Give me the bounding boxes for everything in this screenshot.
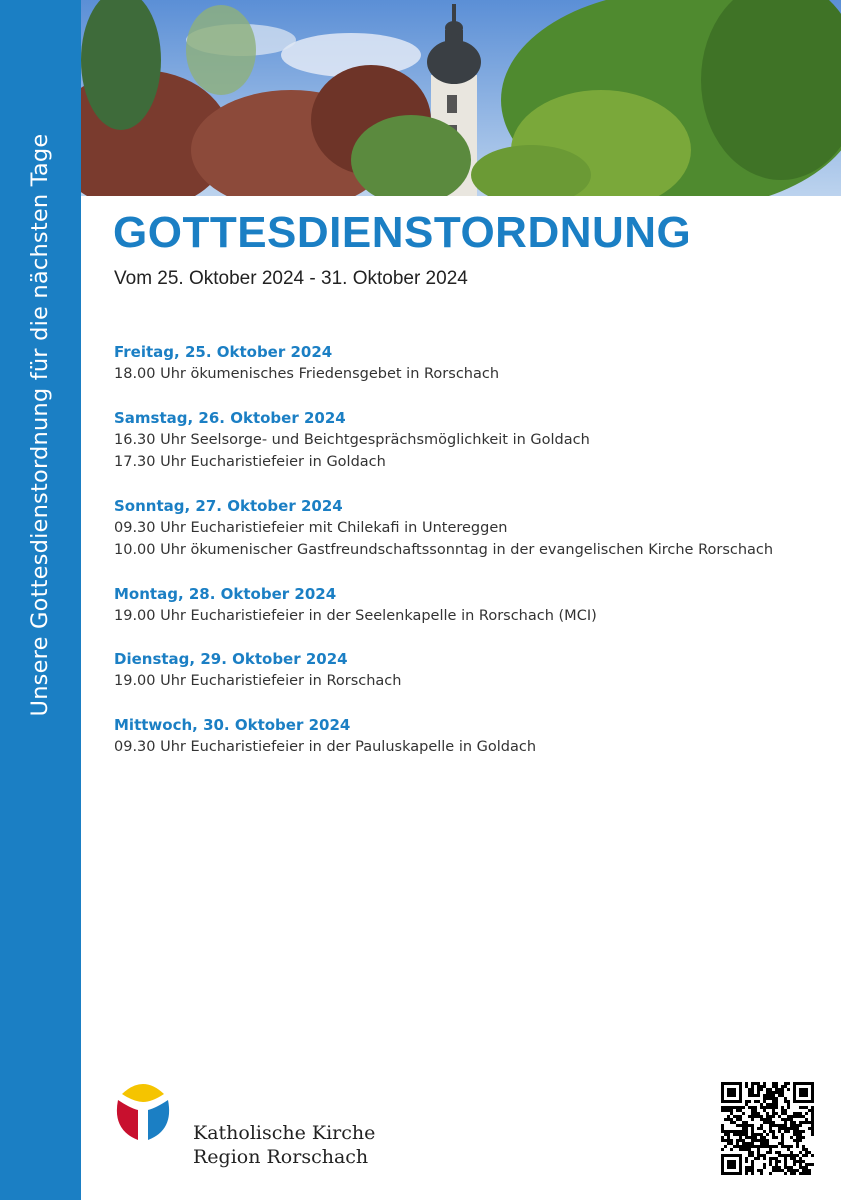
event-item: 18.00 Uhr ökumenisches Friedensgebet in Rorschach [114,366,500,382]
day-heading: Dienstag, 29. Oktober 2024 [114,650,348,668]
day-heading: Montag, 28. Oktober 2024 [114,584,337,603]
event-item: 10.00 Uhr ökumenischer Gastfreundschaftssonntag in der evangelischen Kirche Rorschach [114,542,774,558]
day-heading: Freitag, 25. Oktober 2024 [114,343,333,361]
event-item: 09.30 Uhr Eucharistiefeier mit Chilekafi in Untereggen [114,519,508,536]
event-item: 19.00 Uhr Eucharistiefeier in Rorschach [114,673,402,689]
church-tower-photo [81,0,841,196]
sidebar-banner [0,0,81,1200]
qr-code-icon[interactable] [721,1082,814,1175]
date-range: Vom 25. Oktober 2024 - 31. Oktober 2024 [114,268,468,289]
logo-yellow-petal [122,1084,164,1102]
day-heading: Sonntag, 27. Oktober 2024 [114,496,343,515]
schedule-day [114,583,814,628]
schedule-day [114,495,814,562]
logo-red-petal [117,1100,138,1140]
schedule-day [114,648,814,693]
schedule-day [114,407,814,474]
schedule-day [114,341,814,386]
org-line-1: Katholische Kirche [193,1122,376,1144]
organization-name [193,1121,375,1169]
org-line-2: Region Rorschach [193,1146,369,1168]
event-item: 09.30 Uhr Eucharistiefeier in der Pauluskapelle in Goldach [114,738,537,755]
sidebar-text: Unsere Gottesdienstordnung für die nächsten Tage [27,133,53,717]
schedule-day [114,714,814,759]
day-heading: Samstag, 26. Oktober 2024 [114,408,346,427]
logo-blue-petal [148,1100,169,1140]
day-heading: Mittwoch, 30. Oktober 2024 [114,715,351,734]
event-item: 17.30 Uhr Eucharistiefeier in Goldach [114,454,386,470]
schedule-list [114,341,814,779]
page-title: GOTTESDIENSTORDNUNG [113,208,692,257]
event-item: 16.30 Uhr Seelsorge- und Beichtgesprächsmöglichkeit in Goldach [114,431,590,448]
event-item: 19.00 Uhr Eucharistiefeier in der Seelenkapelle in Rorschach (MCI) [114,607,597,624]
church-logo-icon [110,1078,176,1144]
hero-photo [81,0,841,196]
